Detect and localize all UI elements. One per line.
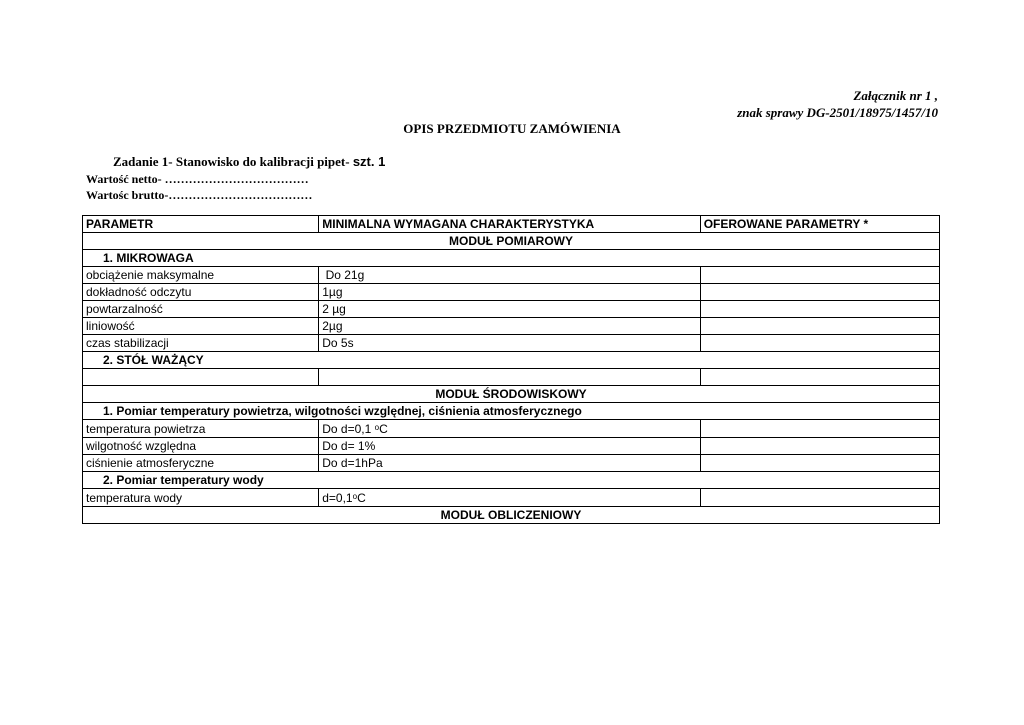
param-cell: dokładność odczytu [83,284,319,301]
param-cell [83,369,319,386]
task-label: Zadanie 1- Stanowisko do kalibracji pipet- [113,154,353,169]
requirement-cell: 2 µg [319,301,700,318]
module-row [83,233,940,250]
section-row [83,403,940,420]
param-cell: czas stabilizacji [83,335,319,352]
param-cell: ciśnienie atmosferyczne [83,455,319,472]
task-heading [113,154,385,170]
header-parametr: PARAMETR [83,216,319,233]
task-quantity: szt. 1 [352,154,386,169]
offered-cell[interactable] [700,489,939,507]
table-row [83,455,940,472]
offered-cell[interactable] [700,267,939,284]
offered-cell[interactable] [700,335,939,352]
gross-value-line: Wartośc brutto-……………………………… [86,188,313,202]
requirement-cell: Do 5s [319,335,700,352]
offered-cell[interactable] [700,455,939,472]
req-text: Do d=0,1 [322,422,375,436]
section-water-temperature: 2. Pomiar temperatury wody [83,472,940,489]
offered-cell[interactable] [700,284,939,301]
section-row [83,250,940,267]
requirement-cell: 1µg [319,284,700,301]
document-title: OPIS PRZEDMIOTU ZAMÓWIENIA [403,121,621,136]
table-row [83,301,940,318]
module-row [83,507,940,524]
section-microbalance: 1. MIKROWAGA [83,250,940,267]
superscript: o [352,492,358,501]
annex-number: Załącznik nr 1 , [853,88,938,103]
param-cell: obciążenie maksymalne [83,267,319,284]
requirement-cell [319,420,700,438]
table-row [83,335,940,352]
table-row [83,438,940,455]
annex-header [737,87,938,121]
requirement-cell: Do d= 1% [319,438,700,455]
param-cell: powtarzalność [83,301,319,318]
requirement-cell: Do d=1hPa [319,455,700,472]
table-header-row [83,216,940,233]
table-row [83,420,940,438]
header-offered-params: OFEROWANE PARAMETRY * [700,216,939,233]
case-reference: znak sprawy DG-2501/18975/1457/10 [737,105,938,120]
section-row [83,472,940,489]
table-row [83,489,940,507]
req-unit: C [357,491,366,505]
offered-cell[interactable] [700,301,939,318]
requirement-cell: 2µg [319,318,700,335]
offered-cell[interactable] [700,318,939,335]
param-cell: wilgotność względna [83,438,319,455]
offered-cell[interactable] [700,420,939,438]
module-environmental: MODUŁ ŚRODOWISKOWY [83,386,940,403]
header-min-requirements: MINIMALNA WYMAGANA CHARAKTERYSTYKA [319,216,700,233]
table-row [83,318,940,335]
offered-cell[interactable] [700,438,939,455]
requirement-cell [319,369,700,386]
req-text: d=0,1 [322,491,353,505]
section-row [83,352,940,369]
param-cell: temperatura wody [83,489,319,507]
module-row [83,386,940,403]
table-row [83,369,940,386]
superscript: o [374,423,380,432]
offered-cell[interactable] [700,369,939,386]
module-computational: MODUŁ OBLICZENIOWY [83,507,940,524]
param-cell: temperatura powietrza [83,420,319,438]
requirement-cell [319,489,700,507]
requirement-cell: Do 21g [319,267,700,284]
specification-table [82,215,940,524]
table-row [83,284,940,301]
module-measuring: MODUŁ POMIAROWY [83,233,940,250]
section-air-measurement: 1. Pomiar temperatury powietrza, wilgotności względnej, ciśnienia atmosferycznego [83,403,940,420]
section-weighing-table: 2. STÓŁ WAŻĄCY [83,352,940,369]
table-row [83,267,940,284]
net-value-line: Wartość netto- ……………………………… [86,172,309,186]
param-cell: liniowość [83,318,319,335]
req-unit: C [379,422,388,436]
